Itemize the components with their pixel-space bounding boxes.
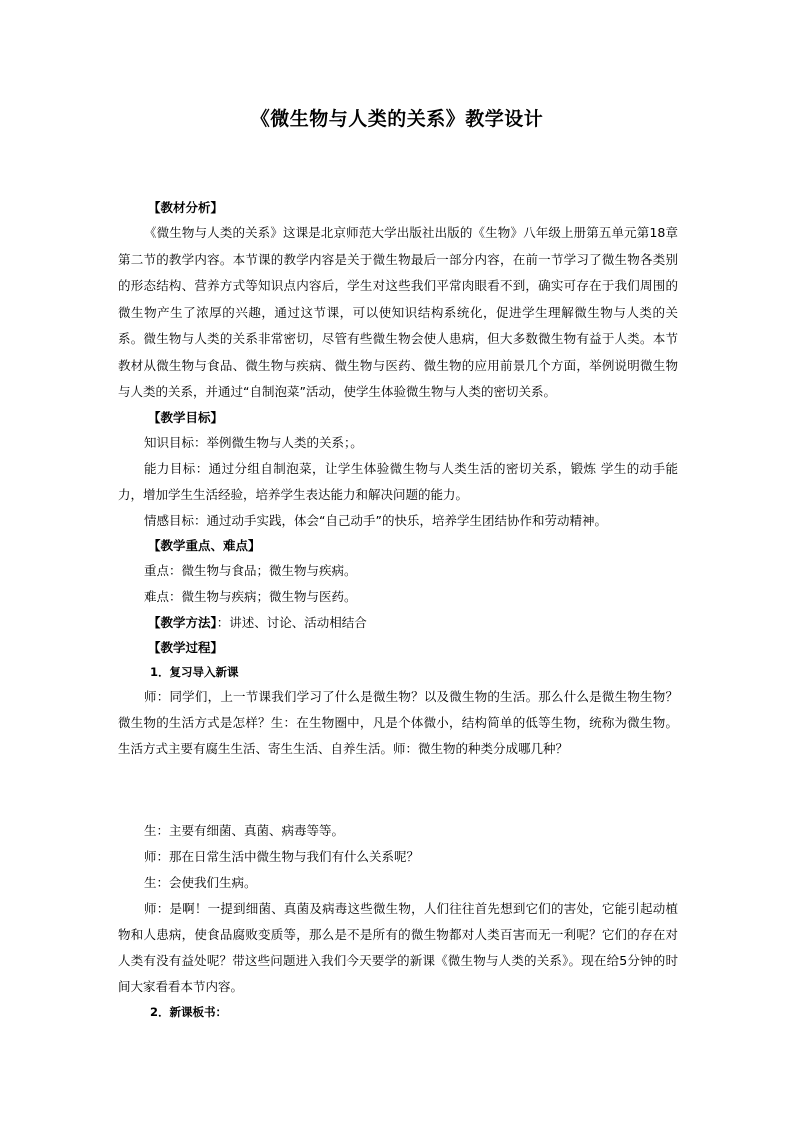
dialog-paragraph-3: 师：那在日常生活中微生物与我们有什么关系呢？ bbox=[144, 848, 420, 864]
dialog-paragraph-1: 师：同学们，上一节课我们学习了什么是微生物？以及微生物的生活。那么什么是微生物生物？微生物的生活方式是怎样？生：在生物圈中，凡是个体微小，结构简单的低等生物，统称为微生物。生活方式主要有腐生生活、寄生生活、自养生活。师：微生物的种类分成哪几种？ bbox=[118, 688, 678, 756]
blank-gap bbox=[118, 762, 678, 818]
methods-text: ：讲述、讨论、活动相结合 bbox=[216, 614, 367, 630]
document-title: 《微生物与人类的关系》教学设计 bbox=[250, 108, 544, 130]
analysis-paragraph: 《微生物与人类的关系》这课是北京师范大学出版社出版的《生物》八年级上册第五单元第18章第二节的教学内容。本节课的教学内容是关于微生物最后一部分内容，在前一节学习了微生物各类别的形态结构、营养方式等知识点内容后，学生对这些我们平常肉眼看不到，确实可存在于我们周围的微生物产生了浓厚的兴趣，通过这节课，可以使知识结构系统化，促进学生理解微生物与人类的关系。微生物与人类的关系非常密切，尽管有些微生物会使人患病，但大多数微生物有益于人类。本节教材从微生物与食品、微生物与疾病、微生物与医药、微生物的应用前景几个方面，举例说明微生物与人类的关系，并通过“自制泡菜”活动，使学生体验微生物与人类的密切关系。 bbox=[118, 225, 678, 399]
methods-heading: 【教学方法】 bbox=[148, 614, 217, 630]
key-point: 重点：微生物与食品；微生物与疾病。 bbox=[144, 562, 357, 578]
step-1-label: 1．复习导入新课 bbox=[150, 664, 239, 679]
ability-goal: 能力目标：通过分组自制泡菜，让学生体验微生物与人类生活的密切关系，锻炼 学生的动手能力，增加学生生活经验，培养学生表达能力和解决问题的能力。 bbox=[118, 460, 678, 502]
dialog-paragraph-2: 生：主要有细菌、真菌、病毒等等。 bbox=[144, 822, 345, 838]
methods-line bbox=[118, 610, 678, 636]
emotion-goal: 情感目标：通过动手实践，体会“自己动手”的快乐，培养学生团结协作和劳动精神。 bbox=[144, 512, 607, 528]
knowledge-goal: 知识目标：举例微生物与人类的关系；。 bbox=[144, 434, 363, 450]
analysis-heading: 【教材分析】 bbox=[148, 200, 224, 215]
process-heading: 【教学过程】 bbox=[148, 639, 224, 655]
goals-heading: 【教学目标】 bbox=[148, 409, 224, 425]
dialog-paragraph-4: 生：会使我们生病。 bbox=[144, 874, 257, 890]
difficult-point: 难点：微生物与疾病；微生物与医药。 bbox=[144, 588, 357, 604]
dialog-paragraph-5: 师：是啊！一提到细菌、真菌及病毒这些微生物，人们往往首先想到它们的害处，它能引起动植物和人患病，使食品腐败变质等，那么是不是所有的微生物都对人类百害而无一利呢？它们的存在对人类有没有益处呢？带这些问题进入我们今天要学的新课《微生物与人类的关系》。现在给5分钟的时间大家看看本节内容。 bbox=[118, 900, 678, 994]
document-body bbox=[118, 196, 678, 1024]
key-points-heading: 【教学重点、难点】 bbox=[148, 537, 261, 553]
step-2-label: 2．新课板书： bbox=[150, 1004, 228, 1019]
